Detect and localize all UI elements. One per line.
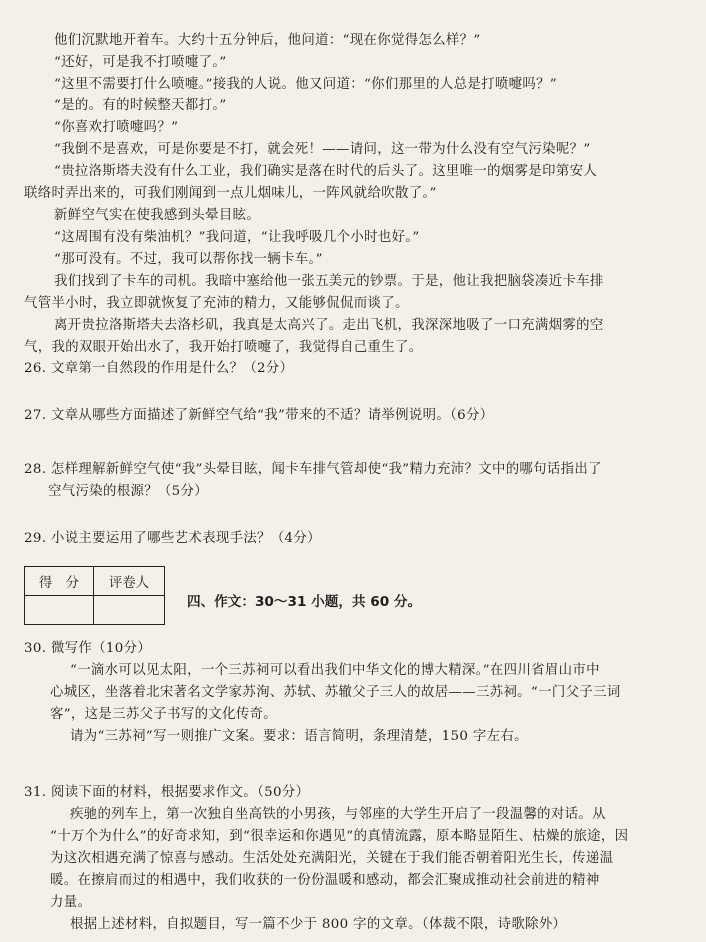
score-box bbox=[24, 566, 165, 625]
question-29: 29. 小说主要运用了哪些艺术表现手法？（4分） bbox=[24, 531, 321, 546]
question-28: 28. 怎样理解新鲜空气使“我”头晕目眩，闻卡车排气管却使“我”精力充沛？文中的哪句话指出了 bbox=[24, 462, 602, 477]
q31-line: “十万个为什么”的好奇求知，到“很幸运和你遇见”的真情流露，原本略显陌生、枯燥的旅途，因 bbox=[50, 829, 629, 844]
passage-line: “还好，可是我不打喷嚏了。” bbox=[54, 55, 227, 70]
q31-line: 力量。 bbox=[50, 895, 92, 910]
passage-line: 气管半小时，我立即就恢复了充沛的精力，又能够侃侃而谈了。 bbox=[24, 296, 409, 311]
q31-line: 疾驰的列车上，第一次独自坐高铁的小男孩，与邻座的大学生开启了一段温馨的对话。从 bbox=[70, 807, 606, 822]
q30-line: 请为“三苏祠”写一则推广文案。要求：语言简明，条理清楚，150 字左右。 bbox=[70, 729, 528, 744]
passage-line: 我们找到了卡车的司机。我暗中塞给他一张五美元的钞票。于是，他让我把脑袋凑近卡车排 bbox=[54, 274, 604, 289]
passage-line: “是的。有的时候整天都打。” bbox=[54, 98, 227, 113]
question-26: 26. 文章第一自然段的作用是什么？（2分） bbox=[24, 361, 294, 376]
passage-line: 联络时弄出来的，可我们刚闻到一点儿烟味儿，一阵风就给吹散了。” bbox=[24, 186, 437, 201]
score-label: 得 分 bbox=[25, 567, 94, 596]
q31-line: 为这次相遇充满了惊喜与感动。生活处处充满阳光，关键在于我们能否朝着阳光生长，传递温 bbox=[50, 851, 614, 866]
passage-line: 他们沉默地开着车。大约十五分钟后，他问道：“现在你觉得怎么样？” bbox=[54, 33, 481, 48]
grader-label: 评卷人 bbox=[94, 567, 165, 596]
q30-line: 心城区，坐落着北宋著名文学家苏洵、苏轼、苏辙父子三人的故居——三苏祠。“一门父子三词 bbox=[50, 685, 621, 700]
question-28-cont: 空气污染的根源？（5分） bbox=[48, 484, 209, 499]
passage-line: 新鲜空气实在使我感到头晕目眩。 bbox=[54, 208, 261, 223]
passage-line: “你喜欢打喷嚏吗？” bbox=[54, 120, 179, 135]
passage-line: “这里不需要打什么喷嚏。”接我的人说。他又问道：“你们那里的人总是打喷嚏吗？” bbox=[54, 77, 558, 92]
question-27: 27. 文章从哪些方面描述了新鲜空气给“我”带来的不适？请举例说明。（6分） bbox=[24, 408, 494, 423]
grader-cell[interactable] bbox=[94, 596, 165, 625]
score-cell[interactable] bbox=[25, 596, 94, 625]
question-31-title: 31. 阅读下面的材料，根据要求作文。（50分） bbox=[24, 785, 310, 800]
q31-line: 根据上述材料，自拟题目，写一篇不少于 800 字的文章。（体裁不限，诗歌除外） bbox=[70, 917, 567, 932]
passage-line: 离开贵拉洛斯塔夫去洛杉矶，我真是太高兴了。走出飞机，我深深地吸了一口充满烟雾的空 bbox=[54, 318, 604, 333]
q30-line: “一滴水可以见太阳，一个三苏祠可以看出我们中华文化的博大精深。”在四川省眉山市中 bbox=[70, 663, 600, 678]
passage-line: 气，我的双眼开始出水了，我开始打喷嚏了，我觉得自己重生了。 bbox=[24, 340, 423, 355]
passage-line: “那可没有。不过，我可以帮你找一辆卡车。” bbox=[54, 252, 323, 267]
q30-line: 客”，这是三苏父子书写的文化传奇。 bbox=[50, 707, 278, 722]
question-30-title: 30. 微写作（10分） bbox=[24, 641, 152, 656]
passage-line: “这周围有没有柴油机？”我问道，“让我呼吸几个小时也好。” bbox=[54, 230, 420, 245]
section-heading: 四、作文：30～31 小题，共 60 分。 bbox=[187, 594, 422, 610]
q31-line: 暖。在擦肩而过的相遇中，我们收获的一份份温暖和感动，都会汇聚成推动社会前进的精神 bbox=[50, 873, 600, 888]
passage-line: “我倒不是喜欢，可是你要是不打，就会死！——请问，这一带为什么没有空气污染呢？” bbox=[54, 142, 591, 157]
passage-line: “贵拉洛斯塔夫没有什么工业，我们确实是落在时代的后头了。这里唯一的烟雾是印第安人 bbox=[54, 164, 598, 179]
